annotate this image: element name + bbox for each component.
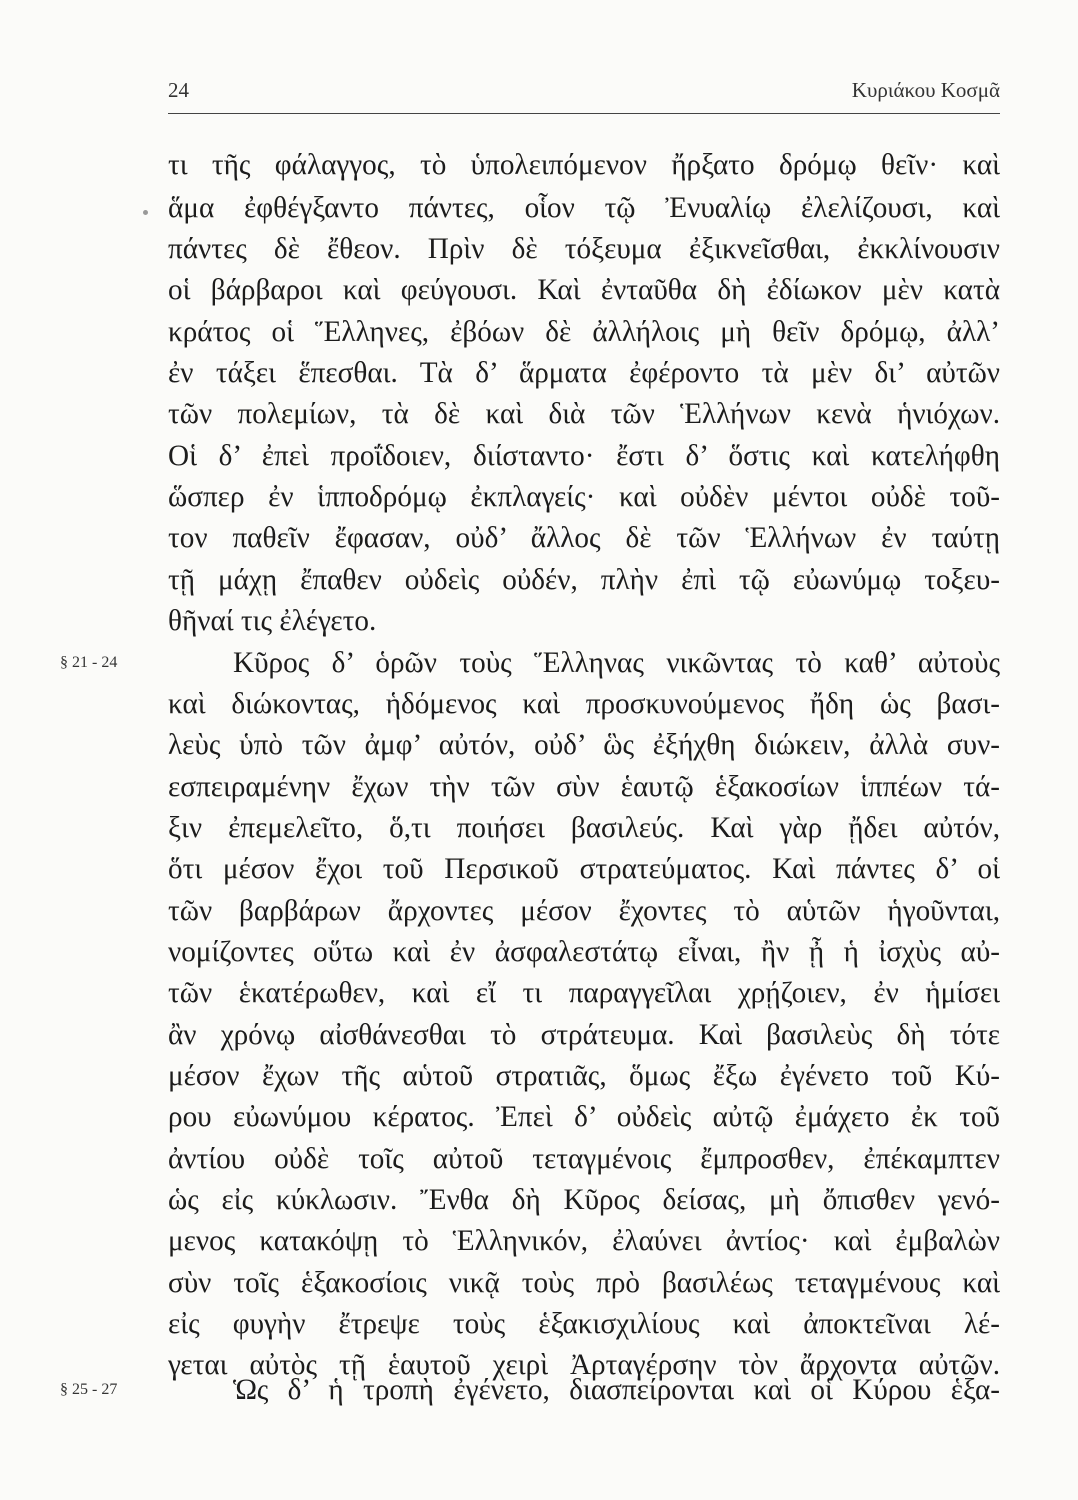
text-line-indented: Κῦρος δ’ ὁρῶν τοὺς Ἕλληνας νικῶντας τὸ καθ’ αὐτοὺς	[233, 647, 1000, 679]
text-line: ξιν ἐπεμελεῖτο, ὅ,τι ποιήσει βασιλεύς. Καὶ γὰρ ᾔδει αὐτόν,	[168, 812, 1000, 844]
page-header	[168, 78, 1000, 108]
text-line: θῆναί τις ἐλέγετο.	[168, 605, 377, 637]
text-line: τι τῆς φάλαγγος, τὸ ὑπολειπόμενον ἤρξατο δρόμῳ θεῖν· καὶ	[168, 149, 1000, 181]
text-line: μέσον ἔχων τῆς αὑτοῦ στρατιᾶς, ὅμως ἔξω ἐγένετο τοῦ Κύ-	[168, 1060, 1000, 1092]
text-line: λεὺς ὑπὸ τῶν ἀμφ’ αὐτόν, οὐδ’ ὣς ἐξήχθη διώκειν, ἀλλὰ συν-	[168, 729, 1000, 761]
text-line: εἰς φυγὴν ἔτρεψε τοὺς ἑξακισχιλίους καὶ ἀποκτεῖναι λέ-	[168, 1308, 1000, 1340]
text-line: ἐν τάξει ἕπεσθαι. Τὰ δ’ ἅρματα ἐφέροντο τὰ μὲν δι’ αὐτῶν	[168, 357, 1000, 389]
text-line: τῶν βαρβάρων ἄρχοντες μέσον ἔχοντες τὸ αὑτῶν ἡγοῦνται,	[168, 895, 1000, 927]
text-line: καὶ διώκοντας, ἡδόμενος καὶ προσκυνούμενος ἤδη ὡς βασι-	[168, 688, 1000, 720]
text-line: ὡς εἰς κύκλωσιν. Ἔνθα δὴ Κῦρος δείσας, μὴ ὄπισθεν γενό-	[168, 1184, 1000, 1216]
header-rule	[168, 113, 1000, 114]
text-line: σὺν τοῖς ἑξακοσίοις νικᾷ τοὺς πρὸ βασιλέως τεταγμένους καὶ	[168, 1267, 1000, 1299]
text-line: τῶν ἑκατέρωθεν, καὶ εἴ τι παραγγεῖλαι χρῄζοιεν, ἐν ἡμίσει	[168, 977, 1000, 1009]
text-line: ὥσπερ ἐν ἱπποδρόμῳ ἐκπλαγείς· καὶ οὐδὲν μέντοι οὐδὲ τοῦ-	[168, 481, 1000, 513]
text-line: οἱ βάρβαροι καὶ φεύγουσι. Καὶ ἐνταῦθα δὴ ἐδίωκον μὲν κατὰ	[168, 274, 1000, 306]
text-line: εσπειραμένην ἔχων τὴν τῶν σὺν ἑαυτῷ ἑξακοσίων ἱππέων τά-	[168, 771, 1000, 803]
text-line: ἂν χρόνῳ αἰσθάνεσθαι τὸ στράτευμα. Καὶ βασιλεὺς δὴ τότε	[168, 1019, 1000, 1051]
text-line: νομίζοντες οὕτω καὶ ἐν ἀσφαλεστάτῳ εἶναι, ἢν ᾖ ἡ ἰσχὺς αὐ-	[168, 936, 1000, 968]
text-line: γεται αὐτὸς τῇ ἑαυτοῦ χειρὶ Ἀρταγέρσην τὸν ἄρχοντα αὐτῶν.	[168, 1349, 1000, 1381]
text-line: Οἱ δ’ ἐπεὶ προΐδοιεν, διίσταντο· ἔστι δ’ ὅστις καὶ κατελήφθη	[168, 440, 1000, 472]
text-line: ρου εὐωνύμου κέρατος. Ἐπεὶ δ’ οὐδεὶς αὐτῷ ἐμάχετο ἐκ τοῦ	[168, 1101, 1000, 1133]
text-line: τῶν πολεμίων, τὰ δὲ καὶ διὰ τῶν Ἑλλήνων κενὰ ἡνιόχων.	[168, 398, 1000, 430]
text-line: τον παθεῖν ἔφασαν, οὐδ’ ἄλλος δὲ τῶν Ἑλλήνων ἐν ταύτῃ	[168, 522, 1000, 554]
text-line: κράτος οἱ Ἕλληνες, ἐβόων δὲ ἀλλήλοις μὴ θεῖν δρόμῳ, ἀλλ’	[168, 316, 1000, 348]
text-line: ἅμα ἐφθέγξαντο πάντες, οἷον τῷ Ἐνυαλίῳ ἐλελίζουσι, καὶ	[168, 192, 1000, 224]
page-number: 24	[168, 78, 189, 102]
bleed-dot	[143, 210, 148, 215]
running-head: Κυριάκου Κοσμᾶ	[851, 78, 1000, 102]
margin-reference: § 21 - 24	[60, 654, 118, 671]
text-line: τῇ μάχῃ ἔπαθεν οὐδεὶς οὐδέν, πλὴν ἐπὶ τῷ εὐωνύμῳ τοξευ-	[168, 564, 1000, 596]
text-line: ὅτι μέσον ἔχοι τοῦ Περσικοῦ στρατεύματος. Καὶ πάντες δ’ οἱ	[168, 853, 1000, 885]
text-line-indented: Ὡς δ’ ἡ τροπὴ ἐγένετο, διασπείρονται καὶ οἱ Κύρου ἑξα-	[233, 1374, 1000, 1406]
text-line: μενος κατακόψῃ τὸ Ἑλληνικόν, ἐλαύνει ἀντίος· καὶ ἐμβαλὼν	[168, 1225, 1000, 1257]
margin-reference: § 25 - 27	[60, 1381, 118, 1398]
text-line: πάντες δὲ ἔθεον. Πρὶν δὲ τόξευμα ἐξικνεῖσθαι, ἐκκλίνουσιν	[168, 233, 1000, 265]
text-line: ἀντίου οὐδὲ τοῖς αὐτοῦ τεταγμένοις ἔμπροσθεν, ἐπέκαμπτεν	[168, 1143, 1000, 1175]
